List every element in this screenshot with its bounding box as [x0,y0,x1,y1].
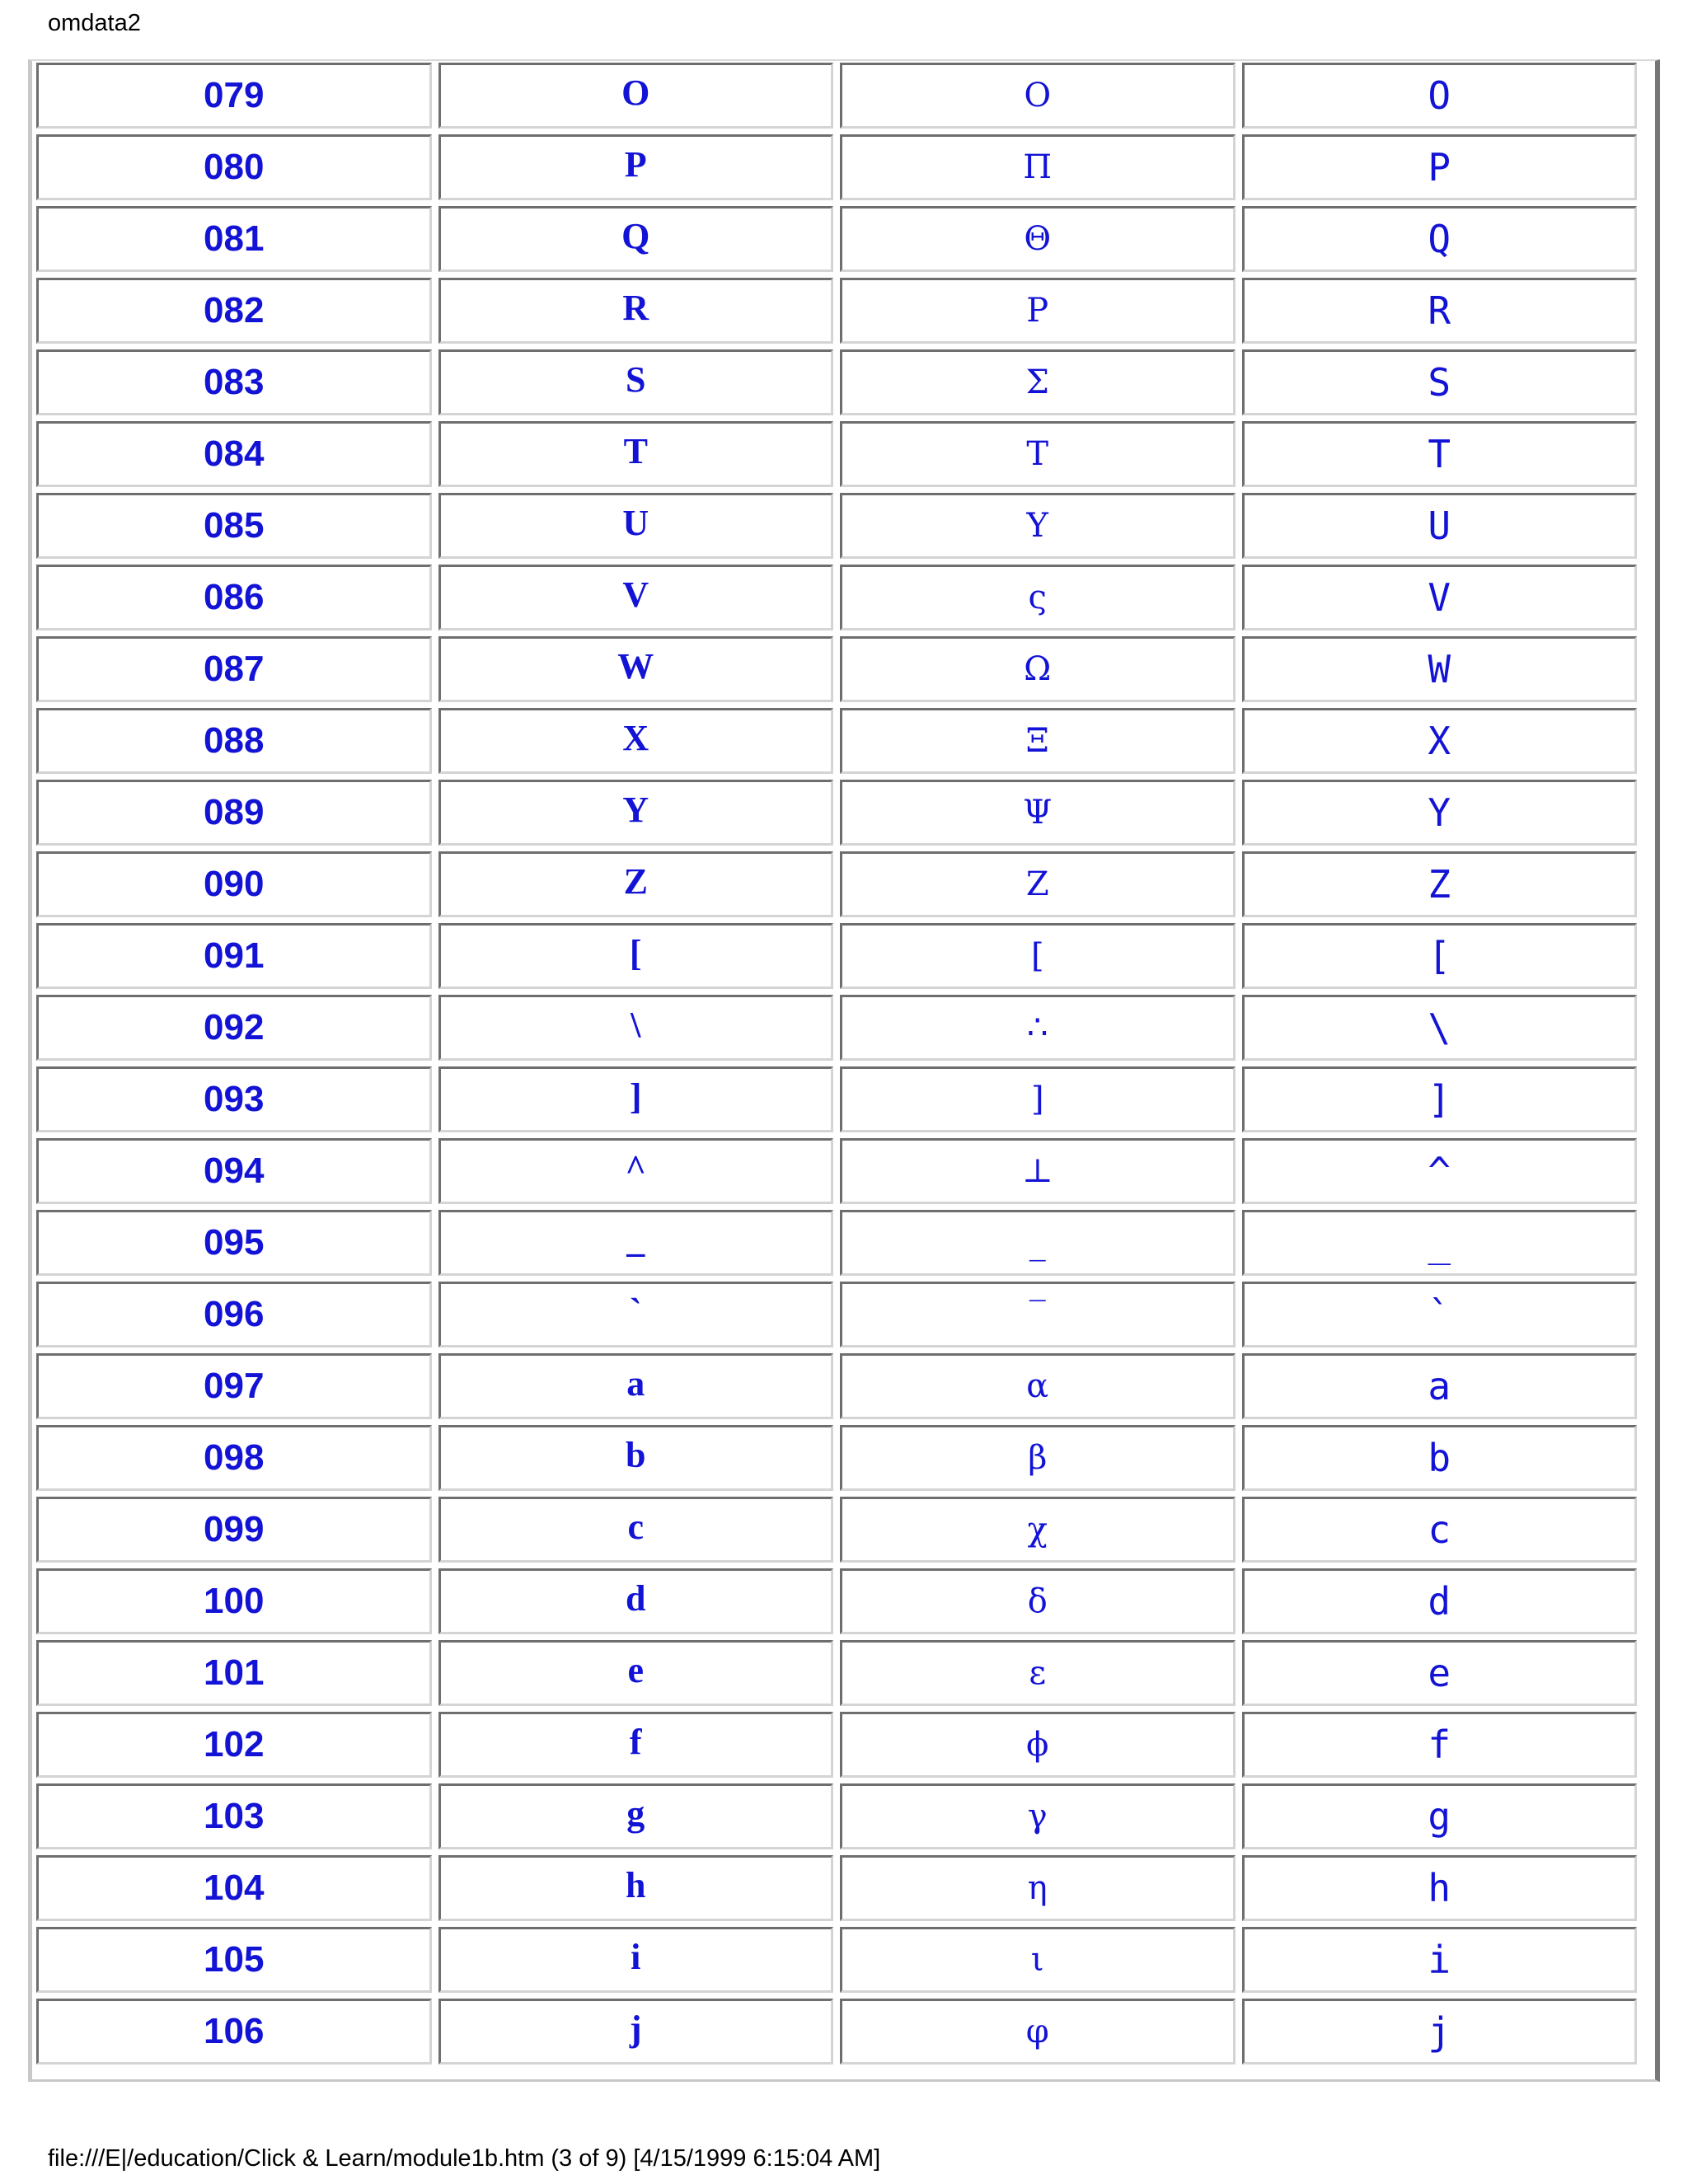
mono-char-cell: ^ [1242,1138,1638,1204]
symbol-char-cell: Θ [840,206,1236,272]
table-row [36,1927,1637,1993]
ascii-char-cell: i [438,1927,834,1993]
mono-char-cell: [ [1242,923,1638,989]
table-row [36,349,1637,415]
mono-char-cell: ] [1242,1066,1638,1132]
mono-char-cell: j [1242,1999,1638,2064]
table-row [36,1066,1637,1132]
symbol-char-cell: Ζ [840,851,1236,917]
code-cell: 103 [36,1783,432,1849]
mono-char-cell: i [1242,1927,1638,1993]
mono-char-cell: g [1242,1783,1638,1849]
ascii-char-cell: _ [438,1210,834,1276]
code-cell: 097 [36,1353,432,1419]
symbol-char-cell: β [840,1425,1236,1491]
mono-char-cell: c [1242,1497,1638,1563]
table-row [36,1712,1637,1778]
mono-char-cell: ` [1242,1282,1638,1347]
ascii-char-cell: g [438,1783,834,1849]
symbol-char-cell: Π [840,134,1236,200]
table-row [36,708,1637,774]
table-row [36,1282,1637,1347]
code-cell: 096 [36,1282,432,1347]
symbol-char-cell: Ξ [840,708,1236,774]
ascii-char-cell: P [438,134,834,200]
symbol-char-cell: Ψ [840,780,1236,846]
symbol-char-cell: ‾ [840,1282,1236,1347]
page-footer: file:///E|/education/Click & Learn/module1b.htm (3 of 9) [4/15/1999 6:15:04 AM] [48,2145,881,2172]
table-row [36,421,1637,487]
ascii-char-cell: V [438,565,834,630]
table-row [36,1497,1637,1563]
code-cell: 092 [36,995,432,1061]
mono-char-cell: X [1242,708,1638,774]
page-header: omdata2 [48,10,141,36]
table-row [36,1568,1637,1634]
code-cell: 084 [36,421,432,487]
table-row [36,923,1637,989]
code-cell: 100 [36,1568,432,1634]
mono-char-cell: b [1242,1425,1638,1491]
code-cell: 099 [36,1497,432,1563]
table-row [36,1138,1637,1204]
ascii-char-cell: S [438,349,834,415]
symbol-char-cell: Ω [840,636,1236,702]
code-cell: 098 [36,1425,432,1491]
table-row [36,1353,1637,1419]
mono-char-cell: Y [1242,780,1638,846]
table-row [36,63,1637,129]
mono-char-cell: Z [1242,851,1638,917]
code-cell: 095 [36,1210,432,1276]
mono-char-cell: _ [1242,1210,1638,1276]
ascii-char-cell: b [438,1425,834,1491]
table-row [36,134,1637,200]
ascii-char-cell: R [438,278,834,344]
symbol-char-cell: Ρ [840,278,1236,344]
code-cell: 089 [36,780,432,846]
symbol-char-cell: [ [840,923,1236,989]
ascii-char-cell: [ [438,923,834,989]
symbol-char-cell: Ο [840,63,1236,129]
table-row [36,278,1637,344]
ascii-char-cell: U [438,493,834,559]
code-cell: 082 [36,278,432,344]
ascii-char-cell: e [438,1640,834,1706]
symbol-char-cell: ∴ [840,995,1236,1061]
ascii-char-cell: Z [438,851,834,917]
ascii-char-cell: h [438,1855,834,1921]
code-cell: 090 [36,851,432,917]
symbol-char-cell: Υ [840,493,1236,559]
ascii-char-cell: d [438,1568,834,1634]
symbol-char-cell: δ [840,1568,1236,1634]
ascii-char-cell: Y [438,780,834,846]
symbol-char-cell: ς [840,565,1236,630]
code-cell: 087 [36,636,432,702]
code-cell: 091 [36,923,432,989]
table-row [36,1425,1637,1491]
code-cell: 088 [36,708,432,774]
table-row [36,636,1637,702]
code-cell: 080 [36,134,432,200]
mono-char-cell: U [1242,493,1638,559]
mono-char-cell: Q [1242,206,1638,272]
table-row [36,1855,1637,1921]
symbol-char-cell: ι [840,1927,1236,1993]
mono-char-cell: a [1242,1353,1638,1419]
ascii-char-cell: W [438,636,834,702]
symbol-char-cell: _ [840,1210,1236,1276]
mono-char-cell: h [1242,1855,1638,1921]
code-cell: 094 [36,1138,432,1204]
mono-char-cell: T [1242,421,1638,487]
symbol-char-cell: α [840,1353,1236,1419]
code-cell: 102 [36,1712,432,1778]
symbol-char-cell: ⊥ [840,1138,1236,1204]
symbol-char-cell: χ [840,1497,1236,1563]
ascii-char-cell: X [438,708,834,774]
ascii-char-cell: ` [438,1282,834,1347]
symbol-char-cell: φ [840,1999,1236,2064]
ascii-char-cell: c [438,1497,834,1563]
symbol-char-cell: ε [840,1640,1236,1706]
code-cell: 104 [36,1855,432,1921]
ascii-char-cell: j [438,1999,834,2064]
ascii-char-cell: T [438,421,834,487]
table-row [36,565,1637,630]
ascii-char-cell: \ [438,995,834,1061]
table-row [36,206,1637,272]
code-cell: 083 [36,349,432,415]
mono-char-cell: V [1242,565,1638,630]
code-cell: 086 [36,565,432,630]
ascii-char-cell: f [438,1712,834,1778]
table-row [36,493,1637,559]
table-row [36,780,1637,846]
mono-char-cell: d [1242,1568,1638,1634]
ascii-char-cell: O [438,63,834,129]
mono-char-cell: P [1242,134,1638,200]
table-row [36,1999,1637,2064]
ascii-char-cell: ] [438,1066,834,1132]
code-cell: 079 [36,63,432,129]
code-cell: 101 [36,1640,432,1706]
symbol-char-cell: ] [840,1066,1236,1132]
symbol-char-cell: ϕ [840,1712,1236,1778]
table-row [36,995,1637,1061]
ascii-char-cell: Q [438,206,834,272]
character-table-body [36,63,1637,2064]
ascii-char-cell: ^ [438,1138,834,1204]
ascii-char-cell: a [438,1353,834,1419]
table-row [36,1640,1637,1706]
code-cell: 081 [36,206,432,272]
symbol-char-cell: η [840,1855,1236,1921]
mono-char-cell: R [1242,278,1638,344]
code-cell: 085 [36,493,432,559]
mono-char-cell: f [1242,1712,1638,1778]
table-row [36,851,1637,917]
mono-char-cell: W [1242,636,1638,702]
symbol-char-cell: Τ [840,421,1236,487]
mono-char-cell: O [1242,63,1638,129]
mono-char-cell: e [1242,1640,1638,1706]
symbol-char-cell: Σ [840,349,1236,415]
table-row [36,1783,1637,1849]
mono-char-cell: \ [1242,995,1638,1061]
character-table [30,57,1643,2070]
mono-char-cell: S [1242,349,1638,415]
code-cell: 105 [36,1927,432,1993]
table-row [36,1210,1637,1276]
code-cell: 093 [36,1066,432,1132]
code-cell: 106 [36,1999,432,2064]
symbol-char-cell: γ [840,1783,1236,1849]
